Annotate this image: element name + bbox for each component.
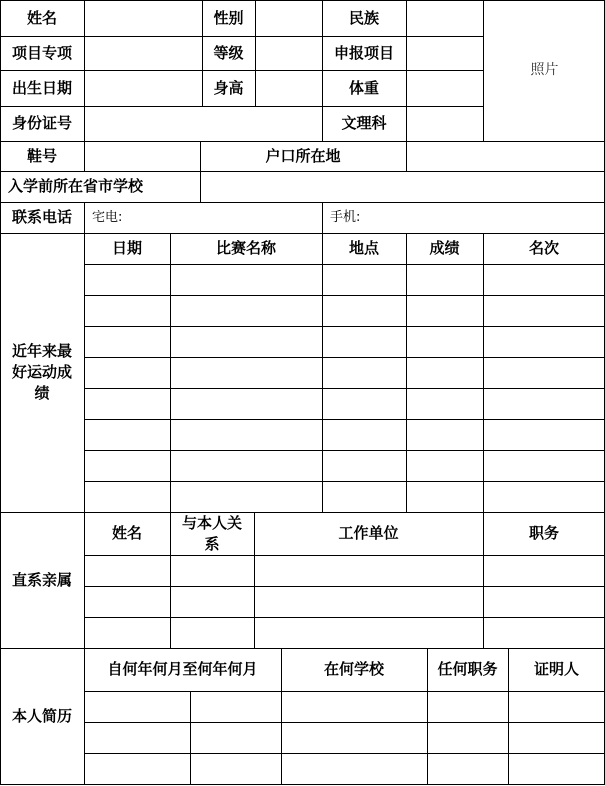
grid-line (84, 555, 605, 556)
grid-line (190, 691, 191, 785)
grid-line (84, 586, 605, 587)
birth-date-field[interactable] (85, 71, 202, 106)
shoe-size-field[interactable] (85, 142, 200, 171)
arts-science-field[interactable] (407, 107, 483, 141)
grid-line (84, 691, 605, 692)
results-col-rank: 名次 (528, 239, 559, 257)
family-col-position: 职务 (528, 524, 559, 542)
project-field[interactable] (85, 37, 202, 70)
results-section-label: 近年来最好运动成绩 (11, 342, 72, 402)
resume-col-period: 自何年何月至何年何月 (107, 660, 258, 678)
grid-line (84, 202, 85, 785)
hukou-label: 户口所在地 (265, 146, 341, 165)
height-field[interactable] (256, 71, 322, 106)
level-field[interactable] (256, 37, 322, 70)
weight-field[interactable] (407, 71, 483, 106)
gender-label: 性别 (213, 8, 244, 27)
prev-school-label: 入学前所在省市学校 (8, 177, 144, 195)
phone-label: 联系电话 (11, 208, 72, 226)
id-number-field[interactable] (85, 107, 322, 141)
family-col-employer: 工作单位 (338, 524, 399, 542)
photo-placeholder[interactable]: 照片 (530, 62, 559, 78)
grid-line (84, 419, 605, 420)
arts-science-label: 文理科 (341, 114, 387, 132)
home-phone-label: 宅电: (92, 210, 123, 225)
resume-section-label: 本人简历 (11, 706, 72, 725)
gender-field[interactable] (256, 1, 322, 36)
grid-line (84, 295, 605, 296)
grid-line (84, 722, 605, 723)
ethnicity-field[interactable] (407, 1, 483, 36)
family-col-relation: 与本人关系 (181, 513, 242, 553)
name-label: 姓名 (26, 8, 57, 27)
grid-line (170, 233, 171, 649)
resume-col-witness: 证明人 (533, 660, 579, 678)
grid-line (84, 450, 605, 451)
results-col-date: 日期 (111, 239, 142, 257)
grid-line (84, 264, 605, 265)
resume-col-school: 在何学校 (323, 660, 384, 678)
hukou-field[interactable] (407, 142, 604, 171)
mobile-label: 手机: (330, 210, 361, 225)
grid-line (84, 326, 605, 327)
grid-line (406, 233, 407, 513)
height-label: 身高 (213, 78, 244, 97)
grid-line (0, 784, 605, 785)
weight-label: 体重 (348, 78, 379, 97)
birth-date-label: 出生日期 (11, 78, 72, 97)
grid-line (84, 617, 605, 618)
apply-item-field[interactable] (407, 37, 483, 70)
apply-item-label: 申报项目 (333, 43, 394, 62)
id-number-label: 身份证号 (11, 114, 72, 132)
results-col-venue: 地点 (348, 239, 379, 257)
name-field[interactable] (85, 1, 202, 36)
family-col-name: 姓名 (111, 524, 142, 542)
level-label: 等级 (213, 43, 244, 62)
grid-line (483, 233, 484, 649)
grid-line (84, 357, 605, 358)
resume-col-duty: 任何职务 (437, 660, 498, 678)
results-col-competition: 比赛名称 (215, 239, 276, 257)
family-section-label: 直系亲属 (11, 570, 72, 589)
grid-line (84, 753, 605, 754)
project-label: 项目专项 (11, 43, 72, 62)
ethnicity-label: 民族 (348, 8, 379, 27)
grid-line (84, 481, 605, 482)
prev-school-field[interactable] (201, 172, 604, 202)
shoe-size-label: 鞋号 (26, 146, 57, 165)
results-col-score: 成绩 (429, 239, 460, 257)
grid-line (84, 388, 605, 389)
